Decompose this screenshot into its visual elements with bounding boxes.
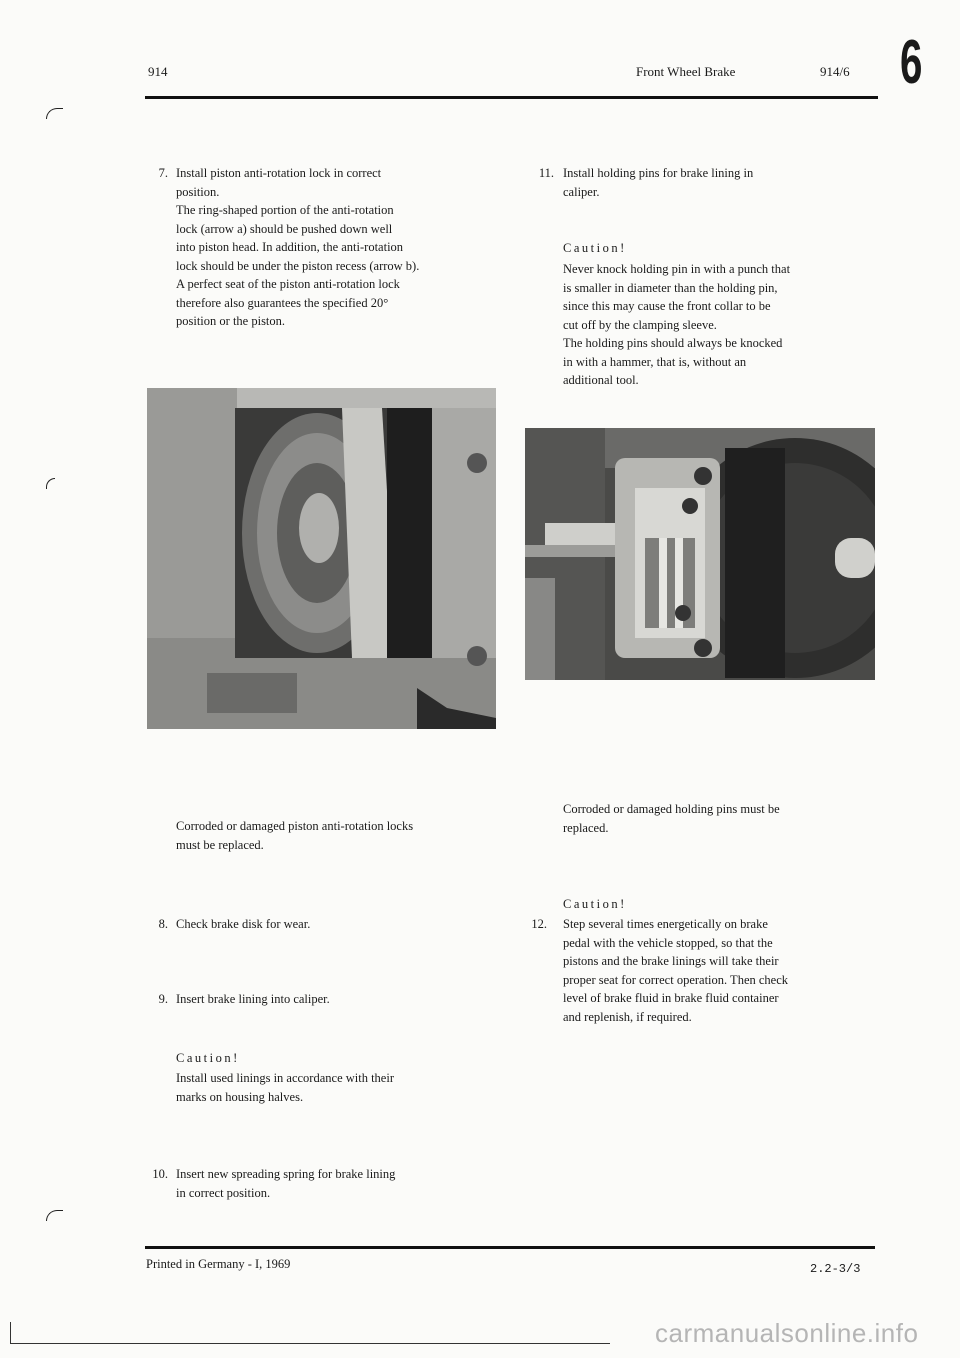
footer-rule [145,1246,875,1249]
header-model: 914 [148,64,168,79]
step-9-number: 9. [158,992,168,1006]
left-photo-caption: Corroded or damaged piston anti-rotation locks must be replaced. [176,819,414,852]
step-12-number: 12. [531,917,547,931]
piston-anti-rotation-lock-photo [147,388,496,729]
margin-mark [46,1210,63,1221]
step-8-text: Check brake disk for wear. [176,917,311,931]
step-11-number: 11. [538,166,554,180]
step-11-text: Install holding pins for brake lining in caliper. [563,166,754,199]
footer-printed: Printed in Germany - I, 1969 [146,1257,291,1271]
scan-edge-line [10,1343,610,1344]
caution-left-title: Caution! [176,1051,240,1065]
header-rule [145,96,878,99]
watermark: carmanualsonline.info [655,1318,919,1348]
caution-right-title: Caution! [563,241,627,255]
step-10-number: 10. [152,1167,168,1181]
footer-page-code: 2.2-3/3 [810,1262,861,1276]
margin-mark [46,108,63,119]
step-8-number: 8. [158,917,168,931]
scan-edge-line [10,1322,11,1344]
header-page-ref: 914/6 [820,64,850,79]
chapter-number: 6 [900,28,923,97]
step-7-number: 7. [158,166,168,180]
header-section-title: Front Wheel Brake [636,64,736,79]
margin-mark [46,478,55,489]
holding-pins-photo [525,428,875,680]
caution-left-text: Install used linings in accordance with their marks on housing halves. [176,1071,394,1104]
step-12-text: Step several times energetically on brake pedal with the vehicle stopped, so that the pistons and the brake linings will take their proper seat for correct operation. Then check level of brake fluid in brake fluid container and replenish, if required. [563,917,789,1024]
step-7-text: Install piston anti-rotation lock in correct position. The ring-shaped portion of the anti-rotation lock (arrow a) should be pushed down well into piston head. In addition, the anti-rotation lock should be under the piston recess (arrow b). A perfect seat of the piston anti-rotation lock therefore also guarantees the specified 20° position or the piston. [176,166,420,328]
right-photo-caption: Corroded or damaged holding pins must be replaced. [563,802,780,835]
step-10-text: Insert new spreading spring for brake lining in correct position. [176,1167,396,1200]
step-9-text: Insert brake lining into caliper. [176,992,330,1006]
caution-right-text: Never knock holding pin in with a punch that is smaller in diameter than the holding pin, since this may cause the front collar to be cut off by the clamping sleeve. The holding pins should always be knocked in with a hammer, that is, without an additional tool. [563,262,791,387]
caution-step12-title: Caution! [563,897,627,911]
